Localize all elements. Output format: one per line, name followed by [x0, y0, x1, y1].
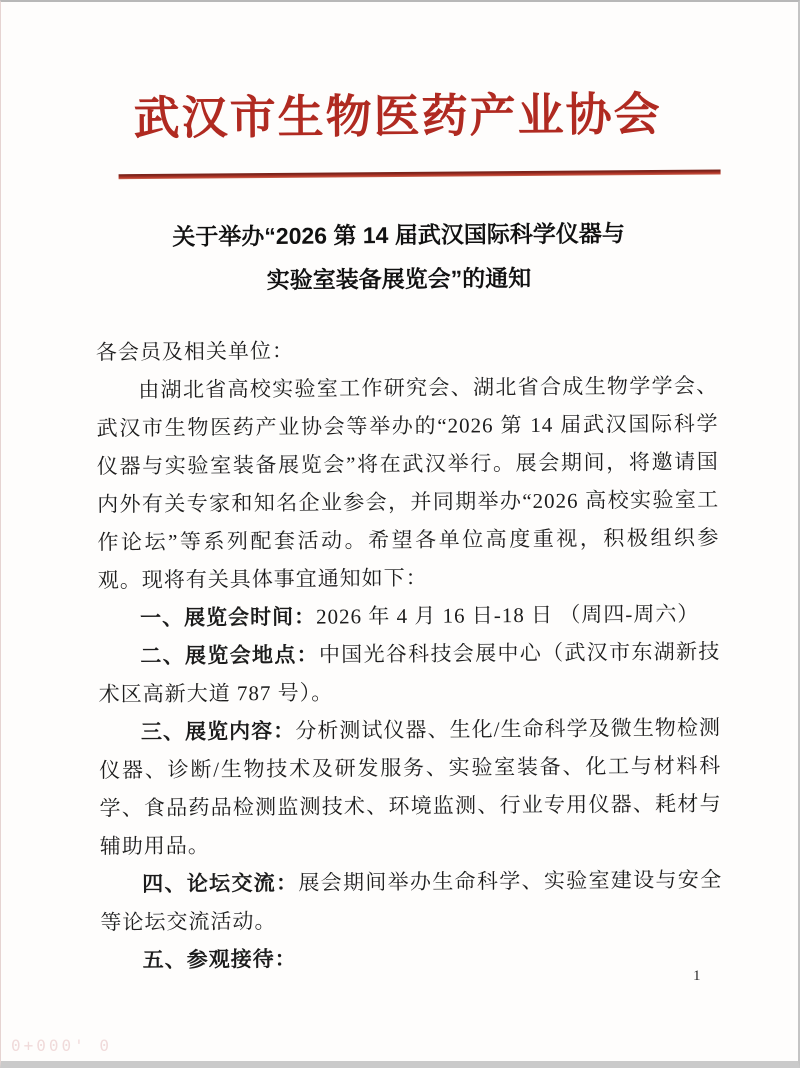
section-exhibition-venue-label: 二、展览会地点： — [140, 642, 320, 669]
section-exhibition-time — [98, 594, 720, 637]
section-forum-exchange-content: 展会期间举办生命科学、实验室建设与安全等论坛交流活动。 — [100, 867, 723, 935]
intro-paragraph: 由湖北省高校实验室工作研究会、湖北省合成生物学学会、武汉市生物医药产业协会等举办的“2026 第 14 届武汉国际科学仪器与实验室装备展览会”将在武汉举行。展会期间，将邀请国内外有关专家和知名企业参会，并同期举办“2026 高校实验室工作论坛”等系列配套活动。希望各单位高度重视，积极组织参观。现将有关具体事宜通知如下： — [96, 373, 720, 593]
scan-artifact-text: 0+000' 0 — [11, 1036, 113, 1055]
notice-body — [96, 328, 723, 979]
scan-content — [0, 85, 800, 980]
doc-title-line1: 关于举办“2026 第 14 届武汉国际科学仪器与 — [172, 220, 625, 250]
section-exhibition-content-content: 分析测试仪器、生化/生命科学及微生物检测仪器、诊断/生物技术及研发服务、实验室装备、化工与材料科学、食品药品检测监测技术、环境监测、行业专用仪器、耗材与辅助用品。 — [99, 715, 722, 859]
org-name: 武汉市生物医药产业协会 — [133, 88, 662, 145]
doc-title-line2: 实验室装备展览会”的通知 — [266, 264, 532, 294]
section-exhibition-time-label: 一、展览会时间： — [139, 604, 317, 631]
section-exhibition-content — [99, 708, 722, 865]
section-forum-exchange — [100, 860, 723, 941]
section-forum-exchange-label: 四、论坛交流： — [142, 870, 299, 897]
header-divider — [119, 169, 721, 179]
section-exhibition-venue-content: 中国光谷科技会展中心（武汉市东湖新技术区高新大道 787 号）。 — [98, 639, 721, 707]
section-exhibition-content-label: 三、展览内容： — [140, 718, 296, 745]
section-visitor-reception-label: 五、参观接待： — [142, 946, 297, 973]
doc-title — [0, 210, 798, 304]
section-exhibition-venue — [98, 632, 721, 713]
section-visitor-reception — [101, 936, 723, 979]
page-number: 1 — [693, 968, 701, 984]
section-exhibition-time-content: 2026 年 4 月 16 日-18 日 （周四-周六） — [315, 601, 700, 629]
salutation: 各会员及相关单位： — [95, 338, 295, 365]
